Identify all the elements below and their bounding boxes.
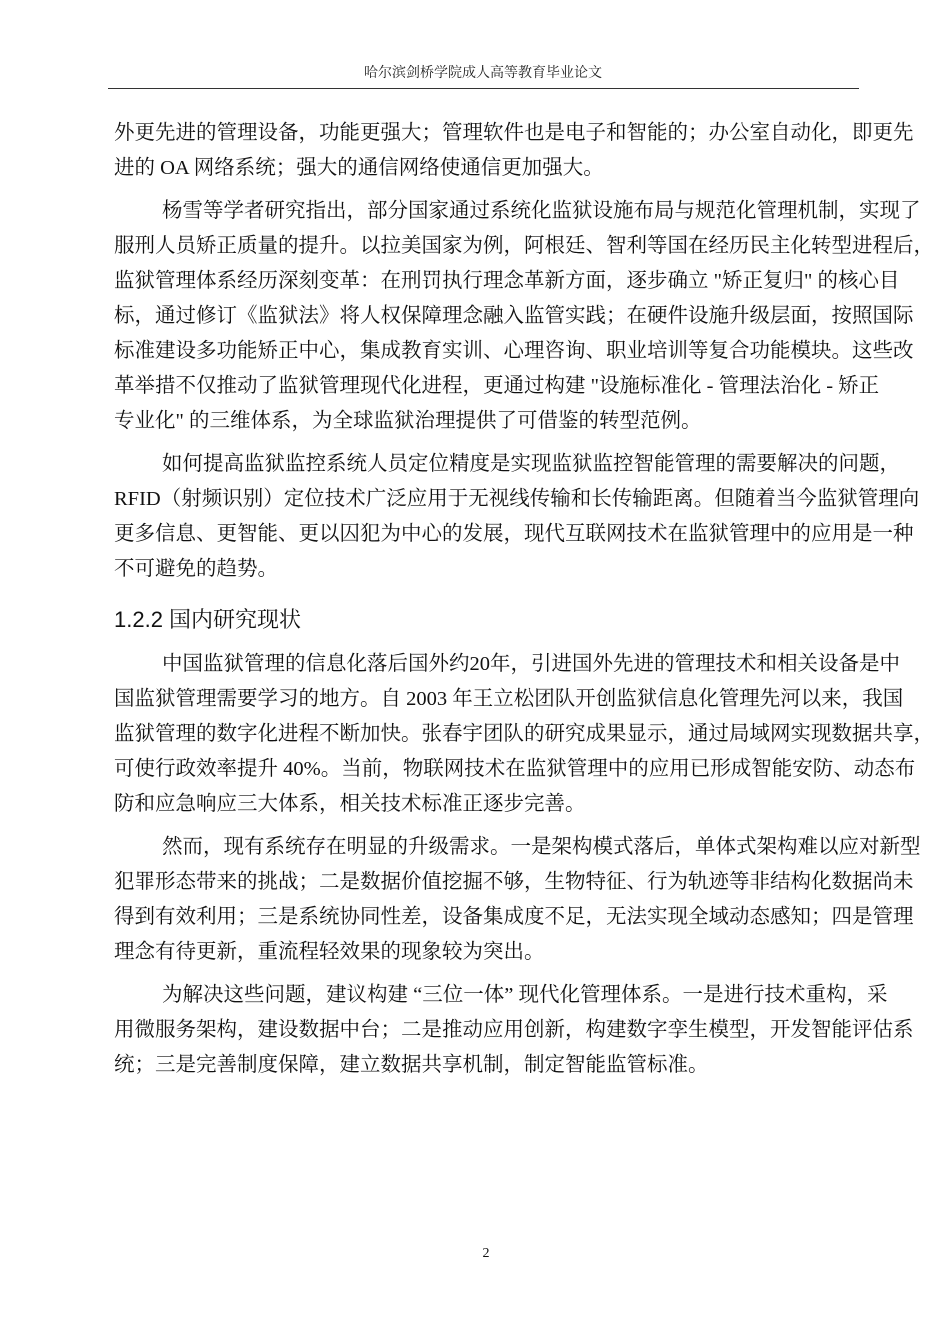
paragraph	[114, 447, 920, 587]
text-line: 专业化" 的三维体系，为全球监狱治理提供了可借鉴的转型范例。	[114, 410, 702, 432]
text-line: 用微服务架构，建设数据中台；二是推动应用创新，构建数字孪生模型，开发智能评估系	[114, 1019, 914, 1041]
text-line: 监狱管理体系经历深刻变革：在刑罚执行理念革新方面，逐步确立 "矫正复归" 的核心目	[114, 270, 900, 292]
text-line: 犯罪形态带来的挑战；二是数据价值挖掘不够，生物特征、行为轨迹等非结构化数据尚未	[114, 871, 914, 893]
text-line: 监狱管理的数字化进程不断加快。张春宇团队的研究成果显示，通过局域网实现数据共享，	[114, 723, 934, 745]
text-line: 标准建设多功能矫正中心，集成教育实训、心理咨询、职业培训等复合功能模块。这些改	[114, 340, 914, 362]
paragraph	[114, 978, 914, 1083]
text-line: 杨雪等学者研究指出，部分国家通过系统化监狱设施布局与规范化管理机制，实现了	[162, 200, 921, 222]
text-line: 防和应急响应三大体系，相关技术标准正逐步完善。	[114, 793, 586, 815]
text-line: 不可避免的趋势。	[114, 558, 278, 580]
text-line: 统；三是完善制度保障，建立数据共享机制，制定智能监管标准。	[114, 1054, 709, 1076]
text-line: 可使行政效率提升 40%。当前，物联网技术在监狱管理中的应用已形成智能安防、动态布	[114, 758, 916, 780]
running-header: 哈尔滨剑桥学院成人高等教育毕业论文	[364, 66, 602, 81]
text-line: 革举措不仅推动了监狱管理现代化进程，更通过构建 "设施标准化 - 管理法治化 - 矫正	[114, 375, 880, 397]
paragraph	[114, 830, 921, 970]
text-line: 标，通过修订《监狱法》将人权保障理念融入监管实践；在硬件设施升级层面，按照国际	[114, 305, 914, 327]
text-line: 外更先进的管理设备，功能更强大；管理软件也是电子和智能的；办公室自动化，即更先	[114, 122, 914, 144]
text-line: 为解决这些问题，建议构建 “三位一体” 现代化管理体系。一是进行技术重构，采	[162, 984, 888, 1006]
text-line: 进的 OA 网络系统；强大的通信网络使通信更加强大。	[114, 157, 604, 179]
section-heading: 1.2.2 国内研究现状	[114, 607, 302, 632]
text-line: 然而，现有系统存在明显的升级需求。一是架构模式落后，单体式架构难以应对新型	[162, 836, 921, 858]
text-line: RFID（射频识别）定位技术广泛应用于无视线传输和长传输距离。但随着当今监狱管理向	[114, 488, 920, 510]
paragraph	[114, 194, 934, 439]
header-divider	[108, 88, 859, 89]
page-number: 2	[482, 1246, 490, 1261]
document-body	[114, 116, 934, 1091]
text-line: 理念有待更新，重流程轻效果的现象较为突出。	[114, 941, 545, 963]
text-line: 国监狱管理需要学习的地方。自 2003 年王立松团队开创监狱信息化管理先河以来，我国	[114, 688, 904, 710]
paragraph	[114, 647, 934, 822]
text-line: 更多信息、更智能、更以囚犯为中心的发展，现代互联网技术在监狱管理中的应用是一种	[114, 523, 914, 545]
paragraph	[114, 116, 914, 186]
text-line: 服刑人员矫正质量的提升。以拉美国家为例，阿根廷、智利等国在经历民主化转型进程后，	[114, 235, 934, 257]
text-line: 如何提高监狱监控系统人员定位精度是实现监狱监控智能管理的需要解决的问题，	[162, 453, 900, 475]
text-line: 得到有效利用；三是系统协同性差，设备集成度不足，无法实现全域动态感知；四是管理	[114, 906, 914, 928]
text-line: 中国监狱管理的信息化落后国外约20年，引进国外先进的管理技术和相关设备是中	[162, 653, 900, 675]
